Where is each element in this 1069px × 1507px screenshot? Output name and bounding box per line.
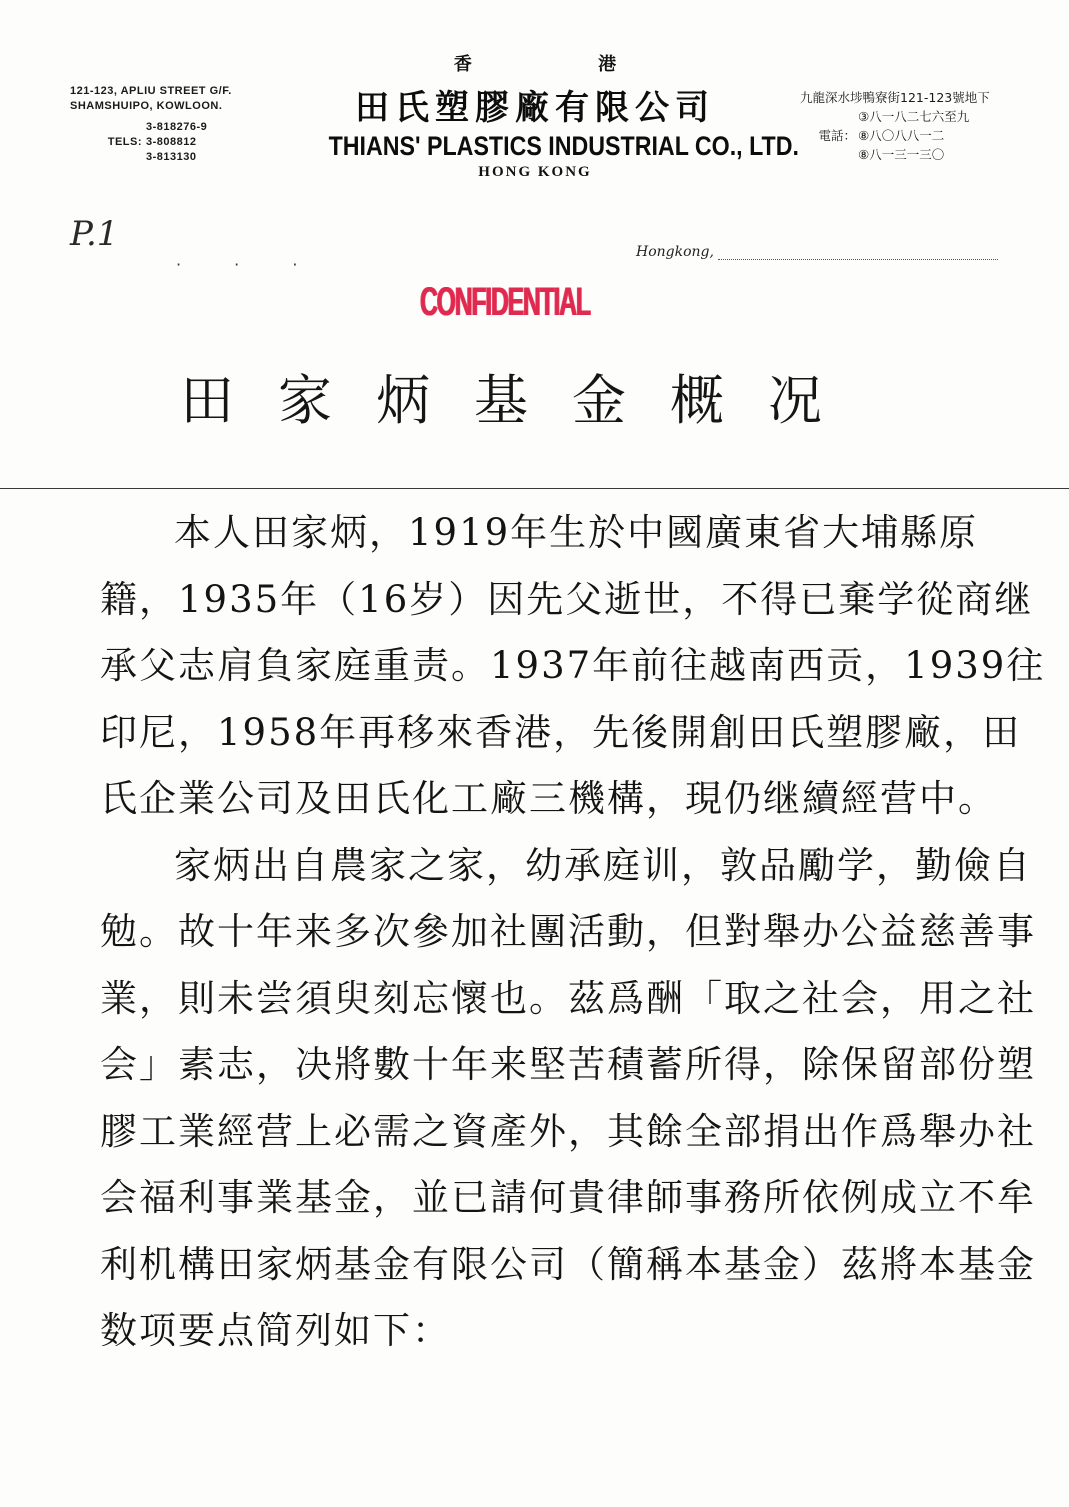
page-number: P.1 — [70, 214, 119, 254]
tel-block — [70, 120, 270, 165]
address-cn: 九龍深水埗鴨寮街121-123號地下 — [800, 90, 990, 105]
document-title: 田家炳基金概况 — [180, 369, 866, 432]
tel-label: TELS: — [107, 136, 142, 148]
place-label: Hongkong, — [636, 244, 714, 260]
confidential-stamp: CONFIDENTIAL — [420, 280, 590, 324]
region-top: 香 港 — [453, 54, 677, 75]
phone-cn-3: ⑧八一三一三〇 — [858, 147, 945, 162]
letterhead-address-en — [70, 84, 270, 165]
region-bottom: HONG KONG — [478, 164, 592, 180]
company-name-en: THIANS' PLASTICS INDUSTRIAL CO., LTD. — [328, 131, 799, 161]
tel-2: 3-808812 — [146, 136, 197, 148]
letter-body — [100, 500, 1050, 1365]
letterhead-address-cn — [800, 88, 1030, 164]
phone-cn-2: ⑧八〇八八一二 — [858, 128, 945, 143]
tel-1: 3-818276-9 — [146, 121, 208, 133]
letterhead-company — [295, 50, 799, 181]
pen-dots: · · · — [176, 255, 322, 274]
address-line-2: SHAMSHUIPO, KOWLOON. — [70, 100, 223, 112]
place-date-line — [636, 244, 998, 260]
phone-cn-1: ③八一八二七六至九 — [858, 109, 970, 124]
phone-label: 電話： — [818, 128, 856, 143]
paragraph-2: 家炳出自農家之家，幼承庭训，敦品勵学，勤儉自勉。故十年来多次參加社團活動，但對舉办公益慈善事業，則未尝須臾刻忘懷也。茲爲酬「取之社会，用之社会」素志，决將數十年来堅苦積蓄所得，除保留部份塑膠工業經营上必需之資產外，其餘全部捐出作爲舉办社会福利事業基金，並已請何貴律師事務所依例成立不牟利机構田家炳基金有限公司（簡稱本基金）茲將本基金数项要点简列如下： — [100, 843, 1036, 1352]
date-blank — [718, 245, 998, 260]
divider-rule — [0, 488, 1069, 489]
tel-3: 3-813130 — [146, 151, 197, 163]
address-line-1: 121-123, APLIU STREET G/F. — [70, 85, 232, 97]
paragraph-1: 本人田家炳，1919年生於中國廣東省大埔縣原籍，1935年（16岁）因先父逝世，不得已棄学從商继承父志肩負家庭重责。1937年前往越南西贡，1939往印尼，1958年再移來香港，先後開創田氏塑膠廠，田氏企業公司及田氏化工廠三機構，現仍继續經营中。 — [100, 511, 1046, 820]
company-name-cn: 田氏塑膠廠有限公司 — [355, 88, 715, 128]
